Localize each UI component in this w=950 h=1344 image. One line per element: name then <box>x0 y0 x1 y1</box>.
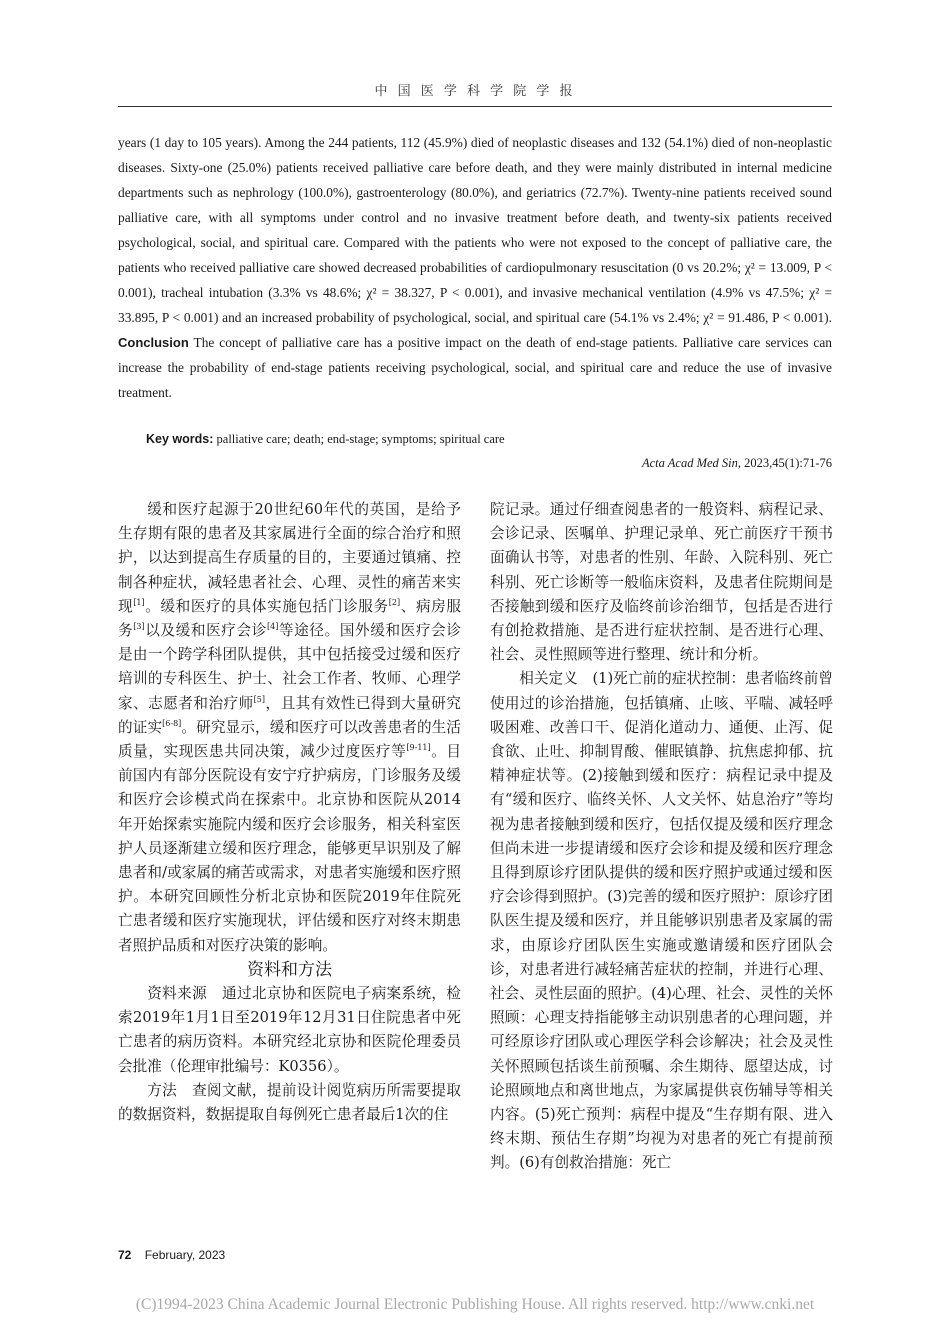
intro-text-7: 。研究显示，缓和医疗可以改善患者的生活质量，实现医患共同决策，减少过度医疗等 <box>118 718 461 761</box>
data-source-paragraph: 资料来源 通过北京协和医院电子病案系统，检索2019年1月1日至2019年12月31日住院患者中死亡患者的病历资料。本研究经北京协和医院伦理委员会批准（伦理审批编号：K0356）。 <box>118 985 461 1075</box>
page-footer <box>118 1248 225 1262</box>
method-continuation-paragraph: 院记录。通过仔细查阅患者的一般资料、病程记录、会诊记录、医嘱单、护理记录单、死亡前医疗干预书面确认书等，对患者的性别、年龄、入院科别、死亡科别、死亡诊断等一般临床资料，及患者住院期间是否接触到缓和医疗及临终前诊治细节，包括是否进行有创抢救措施、是否进行症状控制、是否进行心理、社会、灵性照顾等进行整理、统计和分析。 <box>490 501 833 664</box>
citation-journal: Acta Acad Med Sin, <box>641 456 742 470</box>
ref-5[interactable]: [5] <box>253 694 266 704</box>
method-paragraph: 方法 查阅文献，提前设计阅览病历所需要提取的数据资料，数据提取自每例死亡患者最后1次的住 <box>118 1081 461 1124</box>
intro-text-4: 以及缓和医疗会诊 <box>144 622 267 640</box>
ref-1[interactable]: [1] <box>133 597 145 607</box>
ref-9-11[interactable]: [9-11] <box>406 743 431 753</box>
intro-text-5: 等途径。国外缓和医疗会诊是由一个跨学科团队提供，其中包括接受过缓和医疗培训的专科医生、护士、社会工作者、牧师、心理学家、志愿者和治疗师 <box>118 622 461 712</box>
abstract-block <box>118 130 832 405</box>
keywords-label: Key words: <box>146 432 214 446</box>
keywords-line <box>146 432 836 447</box>
definitions-paragraph: 相关定义 (1)死亡前的症状控制：患者临终前曾使用过的诊治措施，包括镇痛、止咳、平喘、减轻呼吸困难、改善口干、促消化道动力、通便、止泻、促食欲、止吐、抑制胃酸、催眠镇静、抗焦虑抑郁、抗精神症状等。(2)接触到缓和医疗：病程记录中提及有“缓和医疗、临终关怀、人文关怀、姑息治疗”等均视为患者接触到缓和医疗，包括仅提及缓和医疗理念但尚未进一步提请缓和医疗会诊和提及缓和医疗理念且得到原诊疗团队提供的缓和医疗照护或通过缓和医疗会诊得到照护。(3)完善的缓和医疗照护：原诊疗团队医生提及缓和医疗，并且能够识别患者及家属的需求，由原诊疗团队医生实施或邀请缓和医疗团队会诊，对患者进行减轻痛苦症状的控制，并进行心理、社会、灵性层面的照护。(4)心理、社会、灵性的关怀照顾：心理支持指能够主动识别患者的心理问题，并可经原诊疗团队或心理医学科会诊解决；社会及灵性关怀照顾包括谈生前预嘱、余生期待、愿望达成，讨论照顾地点和离世地点，为家属提供哀伤辅导等相关内容。(5)死亡预判：病程中提及“生存期有限、进入终末期、预估生存期”均视为对患者的死亡有提前预判。(6)有创救治措施：死亡 <box>490 670 833 1172</box>
ref-6-8[interactable]: [6-8] <box>162 718 182 728</box>
right-column <box>490 498 833 1176</box>
abstract-text <box>118 130 832 405</box>
ref-3[interactable]: [3] <box>133 622 145 632</box>
ref-4[interactable]: [4] <box>266 622 279 632</box>
section-title-methods: 资料和方法 <box>247 959 332 980</box>
keywords-list: palliative care; death; end-stage; symptoms; spiritual care <box>216 432 505 446</box>
abstract-conclusion: The concept of palliative care has a positive impact on the death of end-stage patients. Palliative care services can increase the probability of end-stage patients receiving psychological, social, and spiritual care and reduce the use of invasive treatment. <box>118 335 832 400</box>
left-column <box>118 498 461 1127</box>
conclusion-label: Conclusion <box>118 335 189 350</box>
header-divider <box>118 106 832 107</box>
intro-paragraph <box>118 498 461 958</box>
issue-date: February, 2023 <box>144 1248 226 1262</box>
copyright-watermark: (C)1994-2023 China Academic Journal Electronic Publishing House. All rights reserved. http://www.cnki.net <box>135 1296 815 1313</box>
citation-line <box>500 456 832 471</box>
citation-details: 2023,45(1):71-76 <box>741 456 832 470</box>
intro-text-6: ，且其有效性已得到大量研究的证实 <box>118 694 461 736</box>
intro-text-2: 。缓和医疗的具体实施包括门诊服务 <box>144 597 389 615</box>
intro-text-1: 缓和医疗起源于20世纪60年代的英国，是给予生存期有限的患者及其家属进行全面的综合治疗和照护，以达到提高生存质量的目的，主要通过镇痛、控制各种症状，减轻患者社会、心理、灵性的痛苦来实现 <box>118 501 461 615</box>
abstract-results: years (1 day to 105 years). Among the 244 patients, 112 (45.9%) died of neoplastic diseases and 132 (54.1%) died of non-neoplastic diseases. Sixty-one (25.0%) patients received palliative care before death, and they were mainly distributed in internal medicine departments such as nephrology (100.0%), gastroenterology (80.0%), and geriatrics (72.7%). Twenty-nine patients received sound palliative care, with all symptoms under control and no invasive treatment before death, and twenty-six patients received psychological, social, and spiritual care. Compared with the patients who were not exposed to the concept of palliative care, the patients who received palliative care showed decreased probabilities of cardiopulmonary resuscitation (0 vs 20.2%; χ² = 13.009, P < 0.001), tracheal intubation (3.3% vs 48.6%; χ² = 38.327, P < 0.001), and invasive mechanical ventilation (4.9% vs 47.5%; χ² = 33.895, P < 0.001) and an increased probability of psychological, social, and spiritual care (54.1% vs 2.4%; χ² = 91.486, P < 0.001). <box>118 135 832 325</box>
ref-2[interactable]: [2] <box>388 597 401 607</box>
page-number: 72 <box>118 1248 132 1262</box>
journal-header: 中 国 医 学 科 学 院 学 报 <box>374 84 576 99</box>
intro-text-8: 。目前国内有部分医院设有安宁疗护病房，门诊服务及缓和医疗会诊模式尚在探索中。北京协和医院从2014年开始探索实施院内缓和医疗会诊服务，相关科室医护人员逐渐建立缓和医疗理念，能够更早识别及了解患者和/或家属的痛苦或需求，对患者实施缓和医疗照护。本研究回顾性分析北京协和医院2019年住院死亡患者缓和医疗实施现状，评估缓和医疗对终末期患者照护品质和对医疗决策的影响。 <box>118 743 461 954</box>
intro-text-3: 、病房服务 <box>118 597 461 640</box>
